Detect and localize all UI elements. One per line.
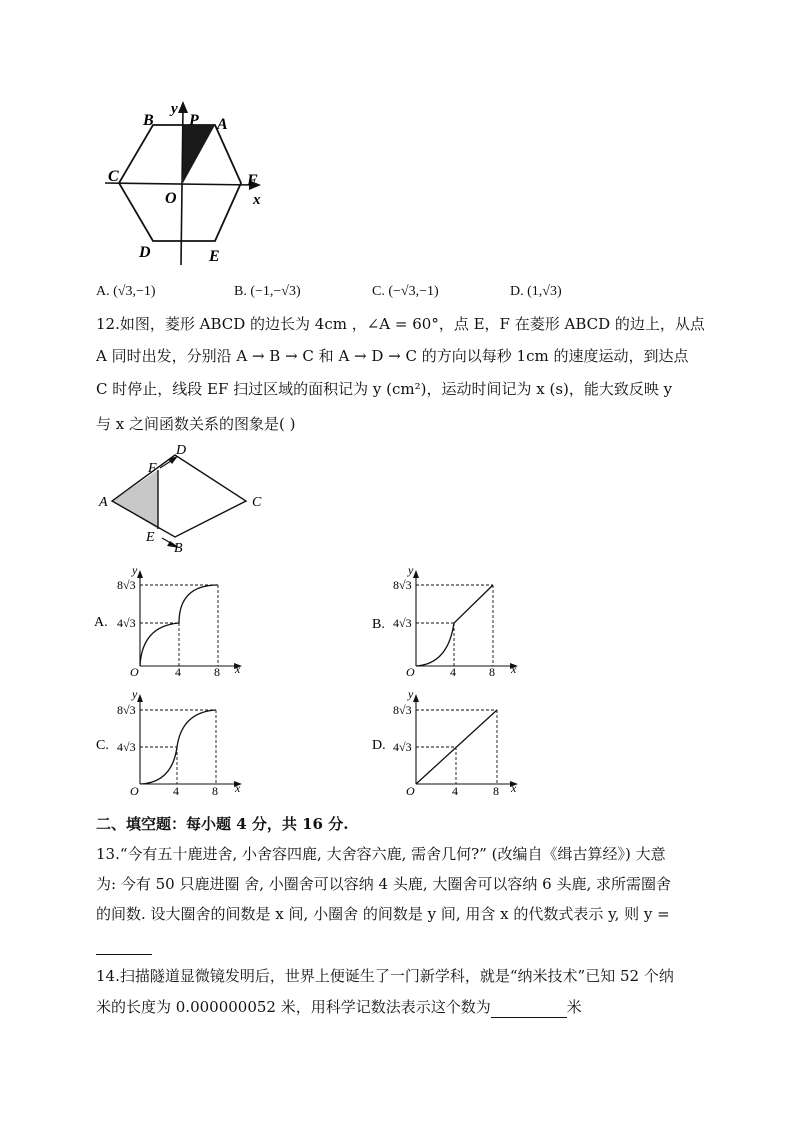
- q11-option-c[interactable]: C. (−√3,−1): [372, 284, 439, 299]
- x-tick-mid: 4: [450, 665, 456, 678]
- q11-option-a[interactable]: A. (√3,−1): [96, 284, 156, 299]
- y-tick-top: 8√3: [393, 703, 412, 717]
- q14-line-2-text: 米的长度为 0.000000052 米，用科学记数法表示这个数为: [96, 998, 491, 1016]
- label-O: O: [165, 190, 177, 207]
- x-axis-label: x: [511, 662, 517, 676]
- shaded-region: [112, 470, 158, 529]
- graph-a: [90, 566, 250, 678]
- label-F: F: [247, 172, 258, 189]
- label-B: B: [143, 112, 154, 129]
- origin-label: O: [130, 784, 139, 798]
- label-D: D: [139, 244, 151, 261]
- y-tick-mid: 4√3: [393, 740, 412, 754]
- label-E: E: [209, 248, 220, 265]
- q14-line-1: 14.扫描隧道显微镜发明后，世界上便诞生了一门新学科，就是“纳米技术”已知 52 个纳: [96, 967, 674, 985]
- q12-line-4: 与 x 之间函数关系的图象是( ): [96, 415, 296, 433]
- x-axis-label: x: [511, 781, 517, 795]
- x-axis-label: x: [235, 781, 241, 795]
- q14-unit: 米: [566, 998, 582, 1016]
- q13-line-1: 13.“今有五十鹿进舍, 小舍容四鹿, 大舍容六鹿, 需舍几何?” (改编自《缉古算经》) 大意: [96, 845, 666, 863]
- q11-option-d[interactable]: D. (1,√3): [510, 284, 562, 299]
- graph-option-label: A.: [94, 615, 108, 630]
- graph-c: [90, 690, 250, 802]
- x-tick-end: 8: [493, 784, 499, 798]
- label-F: F: [148, 461, 157, 476]
- y-tick-top: 8√3: [393, 578, 412, 592]
- x-tick-end: 8: [214, 665, 220, 678]
- y-tick-mid: 4√3: [393, 616, 412, 630]
- y-axis-label: y: [132, 566, 138, 577]
- rhombus-figure: [96, 442, 276, 557]
- q12-line-3: C 时停止，线段 EF 扫过区域的面积记为 y (cm²)，运动时间记为 x (s)，能大致反映 y: [96, 380, 673, 398]
- origin-label: O: [406, 665, 415, 678]
- origin-label: O: [130, 665, 139, 678]
- section-heading: 二、填空题：每小题 4 分，共 16 分.: [96, 815, 349, 833]
- shaded-triangle: [183, 125, 215, 183]
- label-B: B: [174, 541, 183, 556]
- label-A: A: [99, 495, 108, 510]
- y-tick-mid: 4√3: [117, 616, 136, 630]
- label-E: E: [146, 530, 155, 545]
- label-x: x: [253, 192, 261, 208]
- q13-line-2: 为: 今有 50 只鹿进圈 舍, 小圈舍可以容纳 4 头鹿, 大圈舍可以容纳 6 头鹿, 求所需圈舍: [96, 875, 671, 893]
- origin-label: O: [406, 784, 415, 798]
- label-A: A: [217, 116, 228, 133]
- q13-answer-blank[interactable]: [96, 946, 152, 955]
- graph-option-label: C.: [96, 738, 109, 753]
- q13-line-3: 的间数. 设大圈舍的间数是 x 间, 小圈舍 的间数是 y 间, 用含 x 的代数式表示 y, 则 y =: [96, 905, 670, 923]
- graph-option-label: B.: [372, 617, 385, 632]
- y-tick-mid: 4√3: [117, 740, 136, 754]
- label-D: D: [176, 443, 187, 458]
- q14-answer-blank[interactable]: [491, 1001, 567, 1018]
- y-axis-label: y: [132, 690, 138, 701]
- hexagon-figure: [95, 95, 280, 270]
- q12-line-2: A 同时出发，分别沿 A → B → C 和 A → D → C 的方向以每秒 1cm 的速度运动，到达点: [96, 347, 689, 365]
- q14-line-2: [96, 996, 582, 1018]
- graph-b: [366, 566, 526, 678]
- y-axis-label: y: [408, 690, 414, 701]
- x-tick-mid: 4: [452, 784, 458, 798]
- x-tick-mid: 4: [175, 665, 181, 678]
- y-axis-label: y: [408, 566, 414, 577]
- y-tick-top: 8√3: [117, 703, 136, 717]
- y-tick-top: 8√3: [117, 578, 136, 592]
- curve: [416, 585, 493, 666]
- label-P: P: [189, 112, 199, 129]
- label-C: C: [108, 168, 119, 185]
- q11-option-b[interactable]: B. (−1,−√3): [234, 284, 301, 299]
- label-y: y: [171, 101, 178, 117]
- x-tick-end: 8: [212, 784, 218, 798]
- q12-line-1: 12.如图，菱形 ABCD 的边长为 4cm ，∠A = 60°，点 E，F 在菱形 ABCD 的边上，从点: [96, 315, 705, 333]
- label-C: C: [252, 495, 262, 510]
- x-axis-label: x: [235, 662, 241, 676]
- x-tick-mid: 4: [173, 784, 179, 798]
- graph-d: [366, 690, 526, 802]
- graph-option-label: D.: [372, 738, 386, 753]
- x-tick-end: 8: [489, 665, 495, 678]
